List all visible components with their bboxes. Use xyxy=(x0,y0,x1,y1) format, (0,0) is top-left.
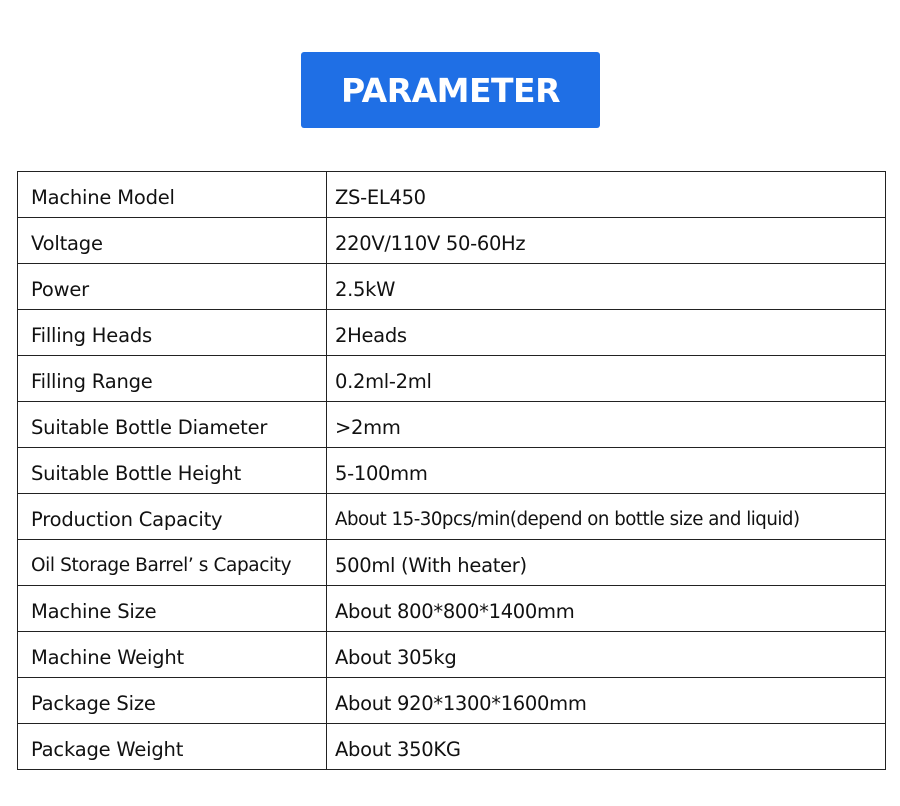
param-value: 0.2ml-2ml xyxy=(327,356,886,402)
param-label: Voltage xyxy=(18,218,327,264)
param-value: 2.5kW xyxy=(327,264,886,310)
table-row xyxy=(18,586,886,632)
param-value: 2Heads xyxy=(327,310,886,356)
table-row xyxy=(18,678,886,724)
table-row xyxy=(18,356,886,402)
param-value: >2mm xyxy=(327,402,886,448)
parameter-table xyxy=(17,171,886,770)
param-value: About 305kg xyxy=(327,632,886,678)
param-value: ZS-EL450 xyxy=(327,172,886,218)
param-label: Machine Model xyxy=(18,172,327,218)
param-value: 220V/110V 50-60Hz xyxy=(327,218,886,264)
param-value: About 15-30pcs/min(depend on bottle size and liquid) xyxy=(327,494,886,540)
param-value: 500ml (With heater) xyxy=(327,540,886,586)
param-value: About 800*800*1400mm xyxy=(327,586,886,632)
table-row xyxy=(18,264,886,310)
table-row xyxy=(18,632,886,678)
table-row xyxy=(18,540,886,586)
param-value: About 350KG xyxy=(327,724,886,770)
param-label: Suitable Bottle Diameter xyxy=(18,402,327,448)
table-row xyxy=(18,310,886,356)
param-label: Filling Range xyxy=(18,356,327,402)
param-label: Filling Heads xyxy=(18,310,327,356)
param-value: 5-100mm xyxy=(327,448,886,494)
param-label: Machine Size xyxy=(18,586,327,632)
table-row xyxy=(18,448,886,494)
page-title: PARAMETER xyxy=(341,70,560,110)
table-row xyxy=(18,402,886,448)
param-label: Package Size xyxy=(18,678,327,724)
param-label: Power xyxy=(18,264,327,310)
param-label: Oil Storage Barrel’ s Capacity xyxy=(18,540,327,586)
param-value: About 920*1300*1600mm xyxy=(327,678,886,724)
table-row xyxy=(18,494,886,540)
param-label: Production Capacity xyxy=(18,494,327,540)
table-row xyxy=(18,724,886,770)
param-label: Package Weight xyxy=(18,724,327,770)
parameter-header-badge xyxy=(301,52,600,128)
table-row xyxy=(18,218,886,264)
table-row xyxy=(18,172,886,218)
param-label: Machine Weight xyxy=(18,632,327,678)
param-label: Suitable Bottle Height xyxy=(18,448,327,494)
